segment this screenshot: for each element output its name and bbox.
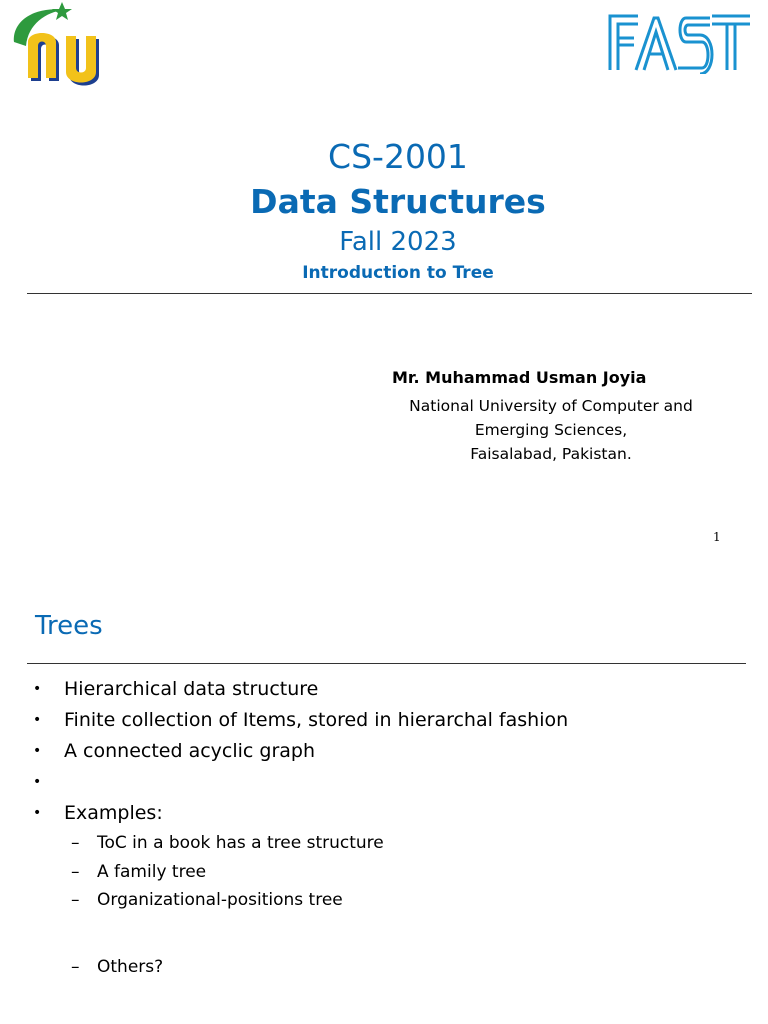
- bullet-item: [0, 736, 768, 767]
- sub-bullet-marker: –: [71, 861, 80, 882]
- sub-bullet-marker: –: [71, 956, 80, 977]
- sub-bullet-text: Organizational-positions tree: [97, 890, 343, 910]
- bullet-item: [0, 705, 768, 736]
- bullet-item: [0, 798, 768, 829]
- course-code: CS-2001: [328, 137, 468, 176]
- affiliation: [388, 394, 714, 466]
- sub-bullet-marker: –: [71, 890, 80, 910]
- affiliation-line: Faisalabad, Pakistan.: [470, 445, 632, 463]
- bullet-list: [0, 674, 768, 981]
- nu-university-logo: [4, 2, 114, 90]
- sub-bullet-item: [0, 953, 768, 982]
- author-name: Mr. Muhammad Usman Joyia: [392, 368, 647, 387]
- sub-bullet-text: ToC in a book has a tree structure: [97, 833, 384, 853]
- sub-bullet-text: A family tree: [97, 861, 207, 882]
- course-name: Data Structures: [250, 182, 546, 221]
- sub-bullet-item: [0, 886, 768, 915]
- bullet-text: A connected acyclic graph: [64, 740, 316, 762]
- page-number: 1: [713, 530, 721, 544]
- sub-bullet-item: [0, 829, 768, 858]
- sub-bullet-marker: –: [71, 833, 80, 853]
- bullet-text: Finite collection of Items, stored in hierarchal fashion: [64, 709, 569, 731]
- lecture-topic: Introduction to Tree: [302, 263, 494, 283]
- bullet-item-empty: [0, 767, 768, 798]
- list-spacer: [0, 915, 768, 953]
- bullet-item: [0, 674, 768, 705]
- sub-bullet-text: Others?: [97, 956, 164, 977]
- affiliation-line: Emerging Sciences,: [474, 421, 628, 439]
- slide-title: Trees: [35, 611, 103, 641]
- title-divider: [27, 293, 752, 294]
- bullet-marker: •: [33, 712, 42, 728]
- bullet-marker: •: [33, 805, 42, 821]
- sub-bullet-item: [0, 858, 768, 887]
- bullet-marker: •: [33, 774, 42, 790]
- bullet-text: Examples:: [64, 802, 163, 824]
- fast-logo: [606, 12, 752, 74]
- bullet-text: Hierarchical data structure: [64, 678, 319, 700]
- trees-slide: [0, 576, 768, 1024]
- title-divider: [27, 663, 746, 664]
- bullet-marker: •: [33, 743, 42, 759]
- bullet-marker: •: [33, 681, 42, 697]
- semester: Fall 2023: [339, 227, 457, 257]
- affiliation-line: National University of Computer and: [409, 397, 693, 415]
